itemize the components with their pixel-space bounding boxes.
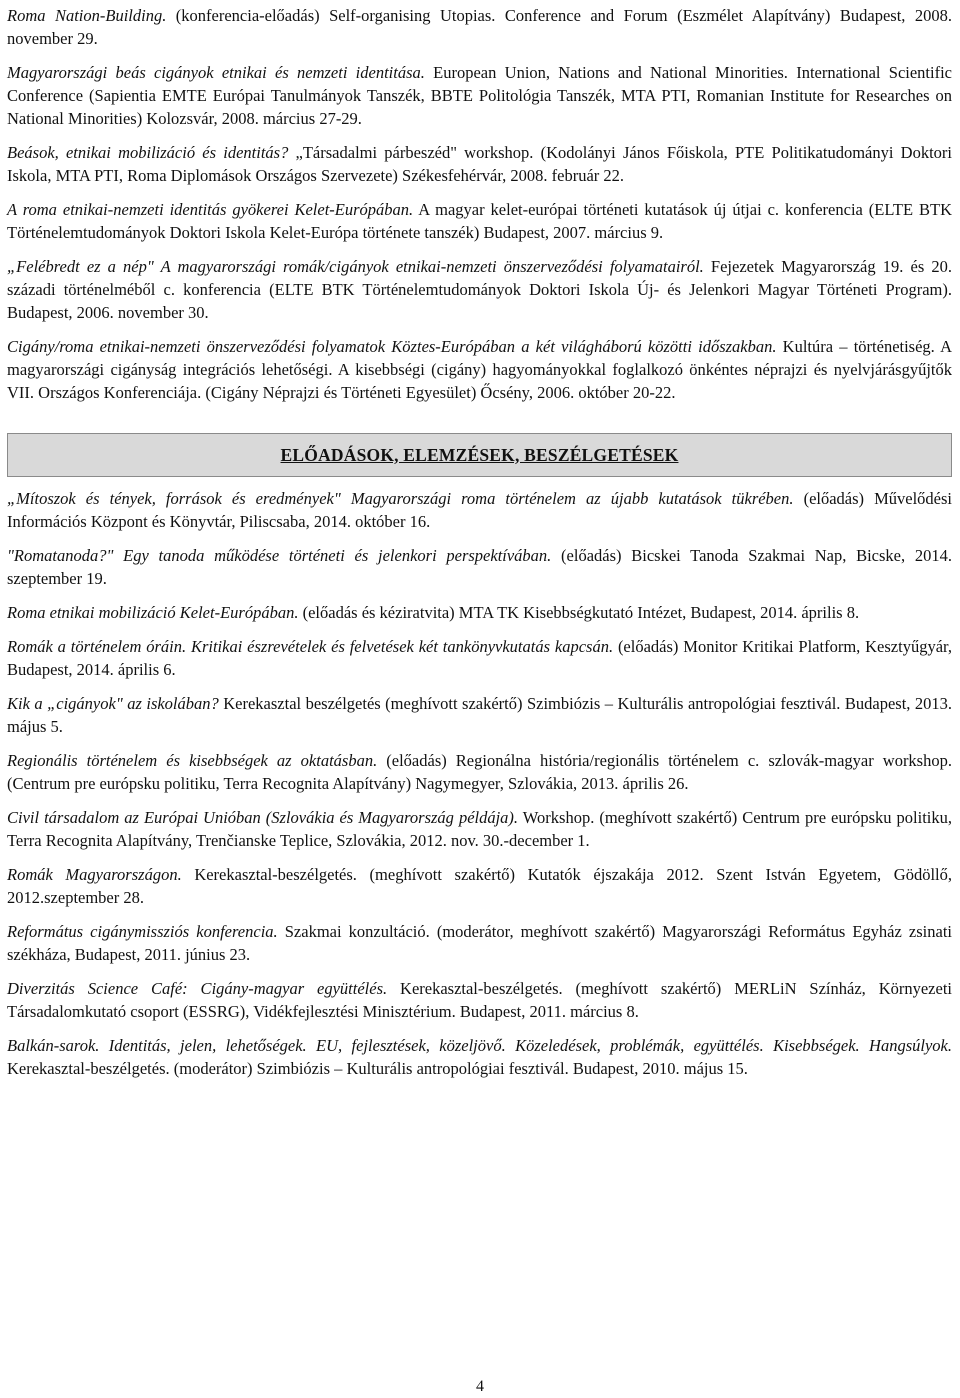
entry-details: (előadás) Művelődési Információs Központ és Könyvtár, Piliscsaba, 2014. október 16. (7, 489, 952, 531)
entry-title: Kik a „cigányok" az iskolában? (7, 694, 219, 713)
entry-title: A roma etnikai-nemzeti identitás gyökerei Kelet-Európában. (7, 200, 414, 219)
bibliography-entry (7, 749, 952, 795)
entry-details: Kerekasztal-beszélgetés. (moderátor) Szimbiózis – Kulturális antropológiai fesztivál. Budapest, 2010. május 15. (7, 1059, 748, 1078)
bibliography-entry (7, 255, 952, 324)
entry-details: (előadás) Bicskei Tanoda Szakmai Nap, Bicske, 2014. szeptember 19. (7, 546, 952, 588)
entry-title: Civil társadalom az Európai Unióban (Szlovákia és Magyarország példája). (7, 808, 519, 827)
entry-details: Szakmai konzultáció. (moderátor, meghívott szakértő) Magyarországi Református Egyház zsinati székháza, Budapest, 2011. június 23. (7, 922, 952, 964)
entry-title: „Mítoszok és tények, források és eredmények" Magyarországi roma történelem az újabb kutatások tükrében. (7, 489, 794, 508)
entry-details: Kerekasztal-beszélgetés. (meghívott szakértő) Kutatók éjszakája 2012. Szent István Egyetem, Gödöllő, 2012.szeptember 28. (7, 865, 952, 907)
entry-title: Balkán-sarok. Identitás, jelen, lehetőségek. EU, fejlesztések, közeljövő. Közeledések, problémák, együttélés. Kisebbségek. Hangsúlyok. (7, 1036, 952, 1055)
bibliography-entry (7, 863, 952, 909)
entry-details: Kultúra – történetiség. A magyarországi cigányság integrációs lehetőségi. A kisebbségi (cigány) hagyományokkal foglalkozó önkéntes néprajzi és nyelvjárásgyűjtők VII. Országos Konferenciája. (Cigány Néprajzi és Történeti Egyesület) Őcsény, 2006. október 20-22. (7, 337, 952, 402)
entry-details: (előadás) Regionálna história/regionális történelem c. szlovák-magyar workshop. (Centrum pre európsku politiku, Terra Recognita Alapítvány) Nagymegyer, Szlovákia, 2013. április 26. (7, 751, 952, 793)
document-page (7, 4, 952, 1091)
entry-title: Roma etnikai mobilizáció Kelet-Európában. (7, 603, 299, 622)
bibliography-entry (7, 544, 952, 590)
entry-title: Diverzitás Science Café: Cigány-magyar együttélés. (7, 979, 388, 998)
bibliography-entry (7, 692, 952, 738)
bibliography-entry (7, 1034, 952, 1080)
entry-title: „Felébredt ez a nép" A magyarországi romák/cigányok etnikai-nemzeti önszerveződési folyamatairól. (7, 257, 704, 276)
bibliography-entry (7, 977, 952, 1023)
section-heading-box (7, 433, 952, 477)
entry-details: „Társadalmi párbeszéd" workshop. (Kodolányi János Főiskola, PTE Politikatudományi Doktori Iskola, MTA PTI, Roma Diplomások Országos Szervezete) Székesfehérvár, 2008. február 22. (7, 143, 952, 185)
entry-details: (konferencia-előadás) Self-organising Utopias. Conference and Forum (Eszmélet Alapítvány) Budapest, 2008. november 29. (7, 6, 952, 48)
entry-title: Romák Magyarországon. (7, 865, 182, 884)
bibliography-entry (7, 487, 952, 533)
entry-title: Cigány/roma etnikai-nemzeti önszerveződési folyamatok Köztes-Európában a két világháború közötti időszakban. (7, 337, 777, 356)
entry-title: Magyarországi beás cigányok etnikai és nemzeti identitása. (7, 63, 425, 82)
entry-details: Kerekasztal-beszélgetés. (meghívott szakértő) MERLiN Színház, Környezeti Társadalomkutató csoport (ESSRG), Vidékfejlesztési Minisztérium. Budapest, 2011. március 8. (7, 979, 952, 1021)
page-number: 4 (476, 1378, 484, 1395)
bibliography-entry (7, 61, 952, 130)
entry-title: Beások, etnikai mobilizáció és identitás? (7, 143, 289, 162)
entry-details: Kerekasztal beszélgetés (meghívott szakértő) Szimbiózis – Kulturális antropológiai fesztivál. Budapest, 2013. május 5. (7, 694, 952, 736)
bibliography-entry (7, 920, 952, 966)
entry-details: Workshop. (meghívott szakértő) Centrum pre európsku politiku, Terra Recognita Alapítvány, Trenčianske Teplice, Szlovákia, 2012. nov. 30.-december 1. (7, 808, 952, 850)
entry-title: Református cigánymissziós konferencia. (7, 922, 278, 941)
bibliography-entry (7, 601, 952, 624)
bibliography-entry (7, 4, 952, 50)
entry-details: (előadás és kéziratvita) MTA TK Kisebbségkutató Intézet, Budapest, 2014. április 8. (298, 603, 860, 622)
entry-details: European Union, Nations and National Minorities. International Scientific Conference (Sapientia EMTE Európai Tanulmányok Tanszék, BBTE Politológia Tanszék, MTA PTI, Romanian Institute for Researches on National Minorities) Kolozsvár, 2008. március 27-29. (7, 63, 952, 128)
entry-details: (előadás) Monitor Kritikai Platform, Kesztyűgyár, Budapest, 2014. április 6. (7, 637, 952, 679)
entry-title: Romák a történelem óráin. Kritikai észrevételek és felvetések két tankönyvkutatás kapcsán. (7, 637, 614, 656)
entry-title: Regionális történelem és kisebbségek az oktatásban. (7, 751, 378, 770)
entry-title: "Romatanoda?" Egy tanoda működése történeti és jelenkori perspektívában. (7, 546, 552, 565)
bibliography-entry (7, 198, 952, 244)
entry-title: Roma Nation-Building. (7, 6, 167, 25)
section-heading: ELŐADÁSOK, ELEMZÉSEK, BESZÉLGETÉSEK (280, 444, 679, 465)
entry-details: Fejezetek Magyarország 19. és 20. századi történelméből c. konferencia (ELTE BTK Történelemtudományok Doktori Iskola Új- és Jelenkori Magyar Történeti Program). Budapest, 2006. november 30. (7, 257, 952, 322)
entry-details: A magyar kelet-európai történeti kutatások új útjai c. konferencia (ELTE BTK Történelemtudományok Doktori Iskola Kelet-Európa története tanszék) Budapest, 2007. március 9. (7, 200, 953, 242)
bibliography-entry (7, 635, 952, 681)
bibliography-entry (7, 335, 952, 404)
conference-list (7, 4, 952, 404)
bibliography-entry (7, 141, 952, 187)
bibliography-entry (7, 806, 952, 852)
lecture-list (7, 487, 952, 1080)
